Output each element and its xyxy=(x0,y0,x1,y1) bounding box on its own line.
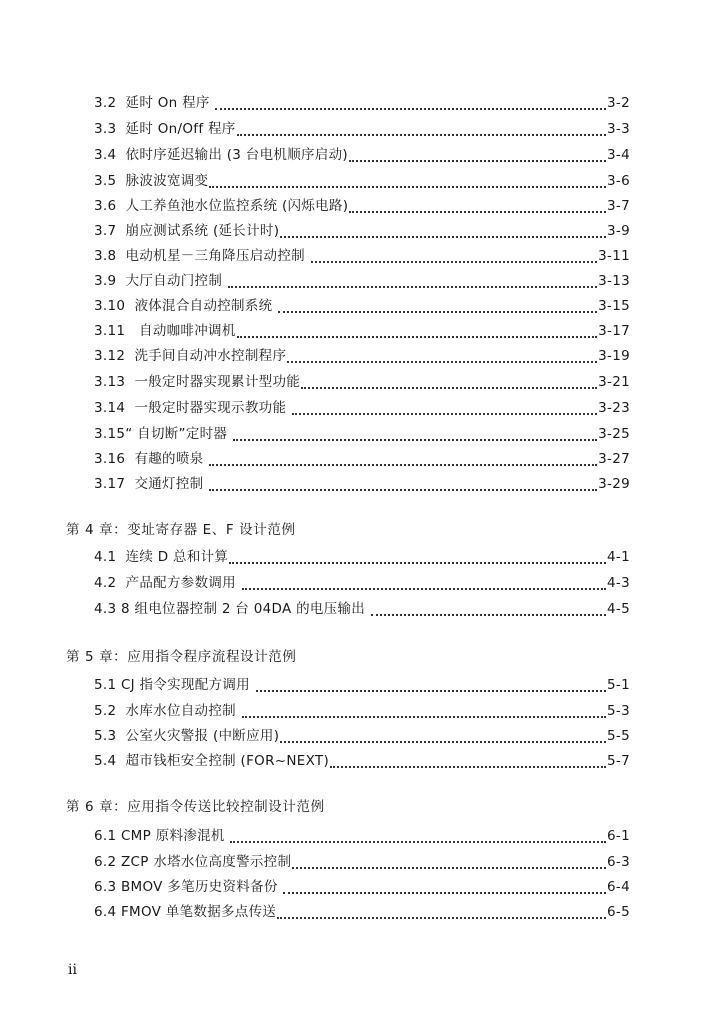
toc-entry-page: 5-3 xyxy=(607,703,630,719)
toc-leader-dots xyxy=(301,377,597,389)
toc-leader-dots xyxy=(230,831,606,843)
toc-entry-6-3[interactable] xyxy=(94,876,630,898)
toc-entry-3-9[interactable] xyxy=(94,270,630,292)
toc-entry-3-5[interactable] xyxy=(94,170,630,192)
toc-entry-page: 3-4 xyxy=(607,147,630,163)
toc-leader-dots xyxy=(209,479,597,491)
toc-entry-label: 4.2 产品配方参数调用 xyxy=(94,575,241,591)
toc-entry-page: 6-1 xyxy=(607,828,630,844)
toc-leader-dots xyxy=(292,403,597,415)
toc-leader-dots xyxy=(215,98,606,110)
toc-entry-label: 6.3 BMOV 多笔历史资料备份 xyxy=(94,879,283,895)
toc-leader-dots xyxy=(311,251,598,263)
toc-leader-dots xyxy=(283,882,606,894)
toc-entry-label: 3.17 交通灯控制 xyxy=(94,476,209,492)
toc-entry-page: 6-5 xyxy=(607,904,630,920)
toc-entry-3-4[interactable] xyxy=(94,144,630,166)
toc-entry-4-3[interactable] xyxy=(94,598,630,620)
toc-entry-6-1[interactable] xyxy=(94,825,630,847)
toc-entry-label: 4.1 连续 D 总和计算 xyxy=(94,549,229,565)
toc-entry-page: 3-11 xyxy=(598,248,630,264)
toc-entry-3-11[interactable] xyxy=(94,320,630,342)
toc-entry-page: 4-5 xyxy=(607,601,630,617)
toc-entry-label: 3.16 有趣的喷泉 xyxy=(94,451,209,467)
toc-entry-3-8[interactable] xyxy=(94,245,630,267)
chapter-heading-4[interactable]: 第 4 章：变址寄存器 E、F 设计范例 xyxy=(66,522,296,538)
toc-entry-label: 5.1 CJ 指令实现配方调用 xyxy=(94,677,255,693)
toc-entry-3-2[interactable] xyxy=(94,92,630,114)
toc-entry-label: 3.13 一般定时器实现累计型功能 xyxy=(94,374,301,390)
toc-entry-6-2[interactable] xyxy=(94,851,630,873)
toc-entry-3-17[interactable] xyxy=(94,473,630,495)
toc-entry-page: 3-15 xyxy=(598,298,630,314)
toc-entry-label: 3.4 依时序延迟输出 (3 台电机顺序启动) xyxy=(94,147,348,163)
toc-leader-dots xyxy=(330,756,606,768)
toc-leader-dots xyxy=(277,907,606,919)
toc-entry-page: 3-27 xyxy=(598,451,630,467)
toc-entry-5-1[interactable] xyxy=(94,674,630,696)
toc-entry-3-12[interactable] xyxy=(94,345,630,367)
toc-entry-page: 5-7 xyxy=(607,753,630,769)
toc-leader-dots xyxy=(242,706,607,718)
toc-entry-label: 6.4 FMOV 单笔数据多点传送 xyxy=(94,904,277,920)
toc-entry-page: 3-29 xyxy=(598,476,630,492)
toc-leader-dots xyxy=(280,226,606,238)
toc-leader-dots xyxy=(229,552,606,564)
toc-entry-label: 3.5 脉波波宽调变 xyxy=(94,173,209,189)
toc-entry-page: 3-23 xyxy=(598,400,630,416)
toc-leader-dots xyxy=(287,351,597,363)
toc-entry-3-7[interactable] xyxy=(94,220,630,242)
toc-leader-dots xyxy=(242,578,607,590)
toc-entry-page: 3-2 xyxy=(607,95,630,111)
toc-entry-3-13[interactable] xyxy=(94,371,630,393)
toc-entry-3-16[interactable] xyxy=(94,448,630,470)
toc-entry-page: 3-9 xyxy=(607,223,630,239)
toc-entry-5-2[interactable] xyxy=(94,700,630,722)
toc-entry-page: 3-21 xyxy=(598,374,630,390)
toc-entry-label: 6.2 ZCP 水塔水位高度警示控制 xyxy=(94,854,292,870)
toc-entry-label: 3.15“ 自切断”定时器 xyxy=(94,426,232,442)
toc-entry-label: 4.3 8 组电位器控制 2 台 04DA 的电压输出 xyxy=(94,601,370,617)
toc-entry-label: 3.9 大厅自动门控制 xyxy=(94,273,227,289)
toc-leader-dots xyxy=(292,857,606,869)
toc-entry-3-14[interactable] xyxy=(94,397,630,419)
toc-leader-dots xyxy=(237,124,606,136)
toc-entry-label: 3.10 液体混合自动控制系统 xyxy=(94,298,278,314)
toc-entry-page: 3-3 xyxy=(607,121,630,137)
toc-entry-page: 4-1 xyxy=(607,549,630,565)
toc-entry-label: 6.1 CMP 原料渗混机 xyxy=(94,828,230,844)
toc-entry-label: 3.14 一般定时器实现示教功能 xyxy=(94,400,291,416)
toc-entry-page: 5-1 xyxy=(607,677,630,693)
toc-leader-dots xyxy=(371,604,606,616)
toc-entry-label: 3.3 延时 On/Off 程序 xyxy=(94,121,236,137)
toc-entry-page: 4-3 xyxy=(607,575,630,591)
chapter-heading-6[interactable]: 第 6 章：应用指令传送比较控制设计范例 xyxy=(66,799,325,815)
toc-entry-page: 3-25 xyxy=(598,426,630,442)
page-number: ii xyxy=(68,962,77,978)
toc-entry-page: 5-5 xyxy=(607,728,630,744)
toc-entry-page: 3-17 xyxy=(598,323,630,339)
toc-entry-label: 3.8 电动机星－三角降压启动控制 xyxy=(94,248,310,264)
toc-leader-dots xyxy=(256,680,606,692)
toc-leader-dots xyxy=(233,429,597,441)
toc-entry-page: 3-19 xyxy=(598,348,630,364)
toc-entry-label: 3.6 人工养鱼池水位监控系统 (闪烁电路) xyxy=(94,198,349,214)
toc-entry-5-3[interactable] xyxy=(94,725,630,747)
toc-entry-label: 3.7 崩应测试系统 (延长计时) xyxy=(94,223,280,239)
toc-entry-label: 3.12 洗手间自动冲水控制程序 xyxy=(94,348,287,364)
toc-leader-dots xyxy=(237,326,598,338)
toc-entry-page: 6-4 xyxy=(607,879,630,895)
toc-leader-dots xyxy=(209,454,597,466)
toc-entry-label: 3.11 自动咖啡冲调机 xyxy=(94,323,236,339)
chapter-heading-5[interactable]: 第 5 章：应用指令程序流程设计范例 xyxy=(66,649,297,665)
toc-entry-6-4[interactable] xyxy=(94,901,630,923)
toc-entry-label: 3.2 延时 On 程序 xyxy=(94,95,215,111)
toc-entry-label: 5.4 超市钱柜安全控制 (FOR~NEXT) xyxy=(94,753,330,769)
toc-entry-3-15[interactable] xyxy=(94,423,630,445)
toc-entry-label: 5.2 水库水位自动控制 xyxy=(94,703,241,719)
toc-entry-3-10[interactable] xyxy=(94,295,630,317)
toc-leader-dots xyxy=(209,176,606,188)
toc-leader-dots xyxy=(278,301,597,313)
toc-leader-dots xyxy=(280,731,606,743)
toc-entry-page: 3-6 xyxy=(607,173,630,189)
toc-entry-3-3[interactable] xyxy=(94,118,630,140)
toc-entry-page: 6-3 xyxy=(607,854,630,870)
toc-entry-3-6[interactable] xyxy=(94,195,630,217)
toc-entry-page: 3-13 xyxy=(598,273,630,289)
toc-leader-dots xyxy=(349,201,606,213)
toc-leader-dots xyxy=(228,276,597,288)
toc-leader-dots xyxy=(349,150,606,162)
toc-entry-4-2[interactable] xyxy=(94,572,630,594)
toc-entry-page: 3-7 xyxy=(607,198,630,214)
toc-entry-4-1[interactable] xyxy=(94,546,630,568)
toc-entry-5-4[interactable] xyxy=(94,750,630,772)
toc-entry-label: 5.3 公室火灾警报 (中断应用) xyxy=(94,728,280,744)
